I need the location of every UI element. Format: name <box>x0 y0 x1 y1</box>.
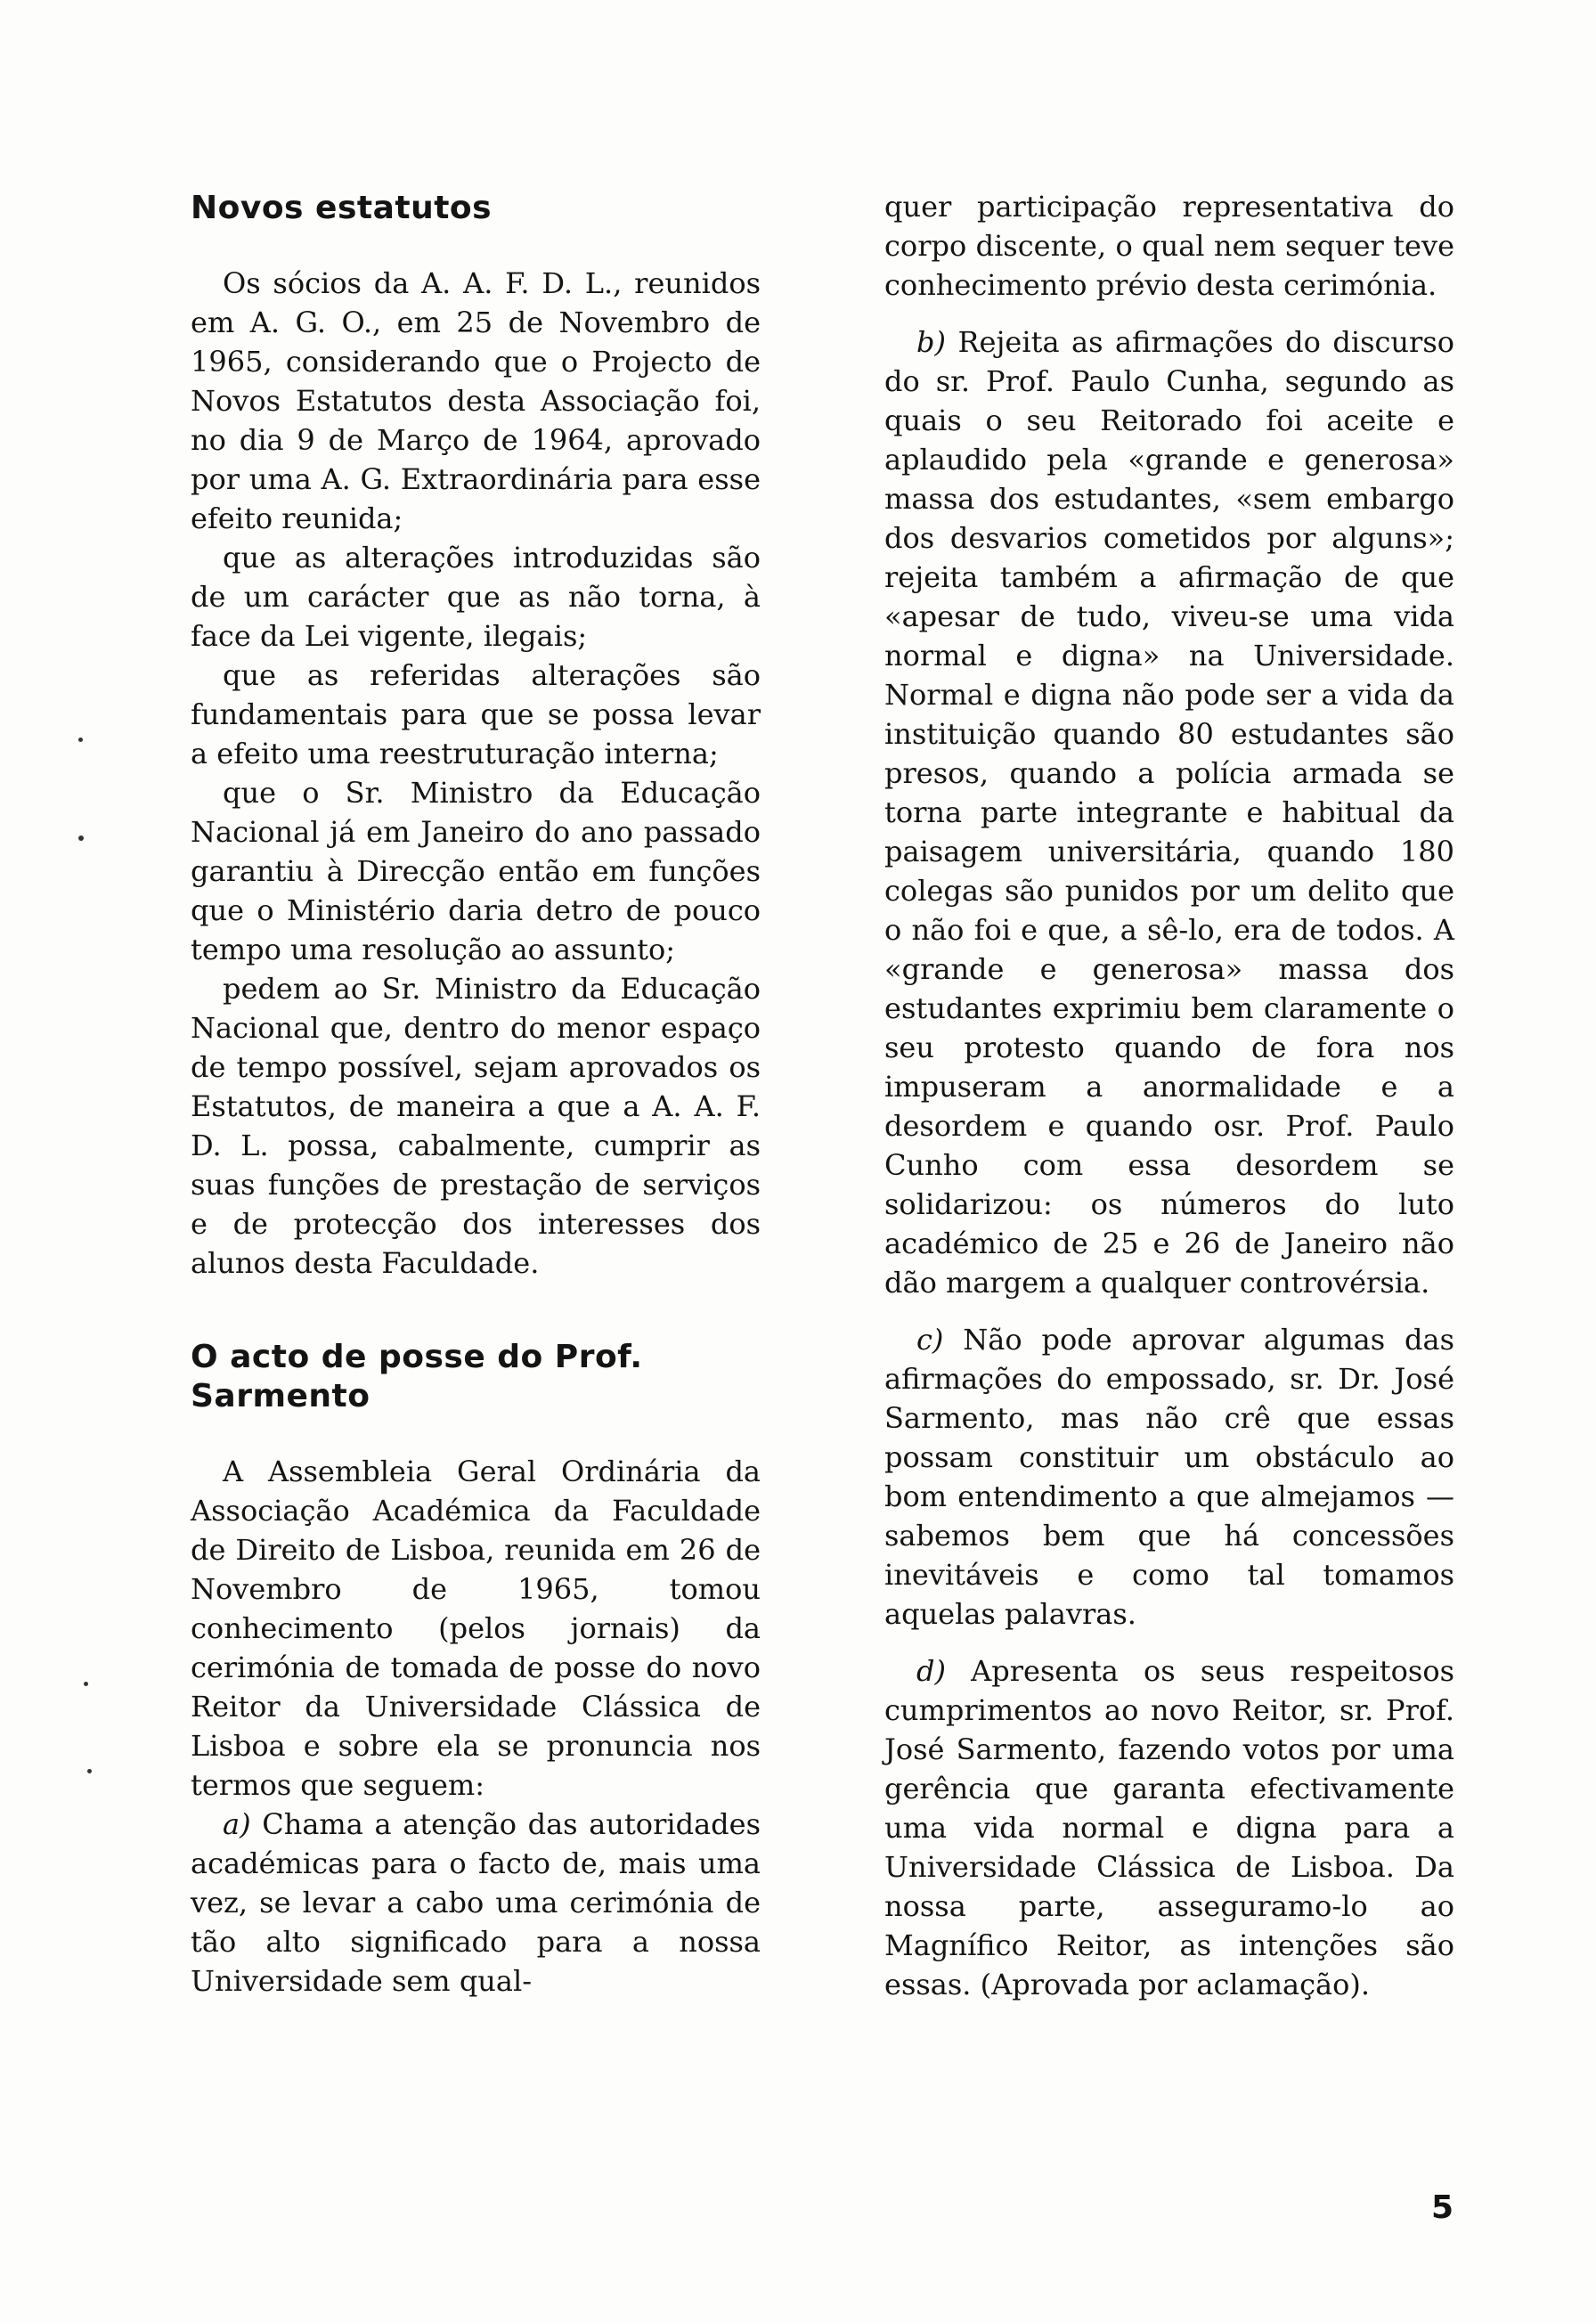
paragraph-continuation: quer participação representativa do corpo discente, o qual nem sequer teve conhecimento prévio desta cerimónia. <box>884 190 1454 302</box>
item-label: c) <box>916 1323 944 1357</box>
section-heading-novos-estatutos: Novos estatutos <box>191 190 493 226</box>
paragraph: pedem ao Sr. Ministro da Educação Nacional que, dentro do menor espaço de tempo possível, sejam aprovados os Estatutos, de maneira a que a A. A. F. D. L. possa, cabalmente, cumprir as suas funções de prestação de serviços e de protecção dos interesses dos alunos desta Faculdade. <box>191 972 761 1280</box>
paragraph: que o Sr. Ministro da Educação Nacional já em Janeiro do ano passado garantiu à Direcção então em funções que o Ministério daria detro de pouco tempo uma resolução ao assunto; <box>191 776 761 966</box>
item-text: Rejeita as afirmações do discurso do sr. Prof. Paulo Cunha, segundo as quais o seu Reitorado foi aceite e aplaudido pela «grande e generosa» massa dos estudantes, «sem embargo dos desvarios cometidos por alguns»; rejeita também a afirmação de que «apesar de tudo, viveu-se uma vida normal e digna» na Universidade. Normal e digna não pode ser a vida da instituição quando 80 estudantes são presos, quando a polícia armada se torna parte integrante e habitual da paisagem universitária, quando 180 colegas são punidos por um delito que o não foi e que, a sê-lo, era de todos. A «grande e generosa» massa dos estudantes exprimiu bem claramente o seu protesto quando de fora nos impuseram a anormalidade e a desordem e quando osr. Prof. Paulo Cunho com essa desordem se solidarizou: os números do luto académico de 25 e 26 de Janeiro não dão margem a qualquer controvérsia. <box>884 325 1455 1300</box>
item-label: a) <box>223 1807 251 1841</box>
scan-speck <box>87 1769 92 1773</box>
right-column <box>884 187 1454 2004</box>
paragraph: que as alterações introduzidas são de um carácter que as não torna, à face da Lei vigente, ilegais; <box>191 541 761 653</box>
list-item-d <box>884 1651 1454 2004</box>
item-label: b) <box>916 325 946 359</box>
item-text: Não pode aprovar algumas das afirmações do empossado, sr. Dr. José Sarmento, mas não crê que essas possam constituir um obstáculo ao bom entendimento a que almejamos — sabemos bem que há concessões inevitáveis e como tal tomamos aquelas palavras. <box>884 1323 1455 1631</box>
page-number: 5 <box>1430 2189 1454 2226</box>
paragraph: A Assembleia Geral Ordinária da Associação Académica da Faculdade de Direito de Lisboa, reunida em 26 de Novembro de 1965, tomou conhecimento (pelos jornais) da cerimónia de tomada de posse do novo Reitor da Universidade Clássica de Lisboa e sobre ela se pronuncia nos termos que seguem: <box>191 1455 761 1802</box>
list-item-a <box>191 1805 761 2001</box>
scan-speck <box>84 1682 88 1686</box>
list-item-c <box>884 1320 1454 1634</box>
left-column <box>191 189 761 2001</box>
section-heading-acto-de-posse: O acto de posse do Prof. Sarmento <box>191 1339 643 1414</box>
paragraph: que as referidas alterações são fundamentais para que se possa levar a efeito uma reestruturação interna; <box>191 658 761 770</box>
item-text: Chama a atenção das autoridades académicas para o facto de, mais uma vez, se levar a cabo uma cerimónia de tão alto significado para a nossa Universidade sem qual- <box>191 1807 761 1998</box>
list-item-b <box>884 322 1454 1302</box>
scan-speck <box>78 738 83 742</box>
scan-speck <box>78 835 84 841</box>
paragraph: Os sócios da A. A. F. D. L., reunidos em A. G. O., em 25 de Novembro de 1965, considerando que o Projecto de Novos Estatutos desta Associação foi, no dia 9 de Março de 1964, aprovado por uma A. G. Extraordinária para esse efeito reunida; <box>191 266 761 535</box>
item-label: d) <box>916 1654 946 1688</box>
item-text: Apresenta os seus respeitosos cumprimentos ao novo Reitor, sr. Prof. José Sarmento, fazendo votos por uma gerência que garanta efectivamente uma vida normal e digna para a Universidade Clássica de Lisboa. Da nossa parte, asseguramo-lo ao Magnífico Reitor, as intenções são essas. (Aprovada por aclamação). <box>884 1654 1455 2001</box>
